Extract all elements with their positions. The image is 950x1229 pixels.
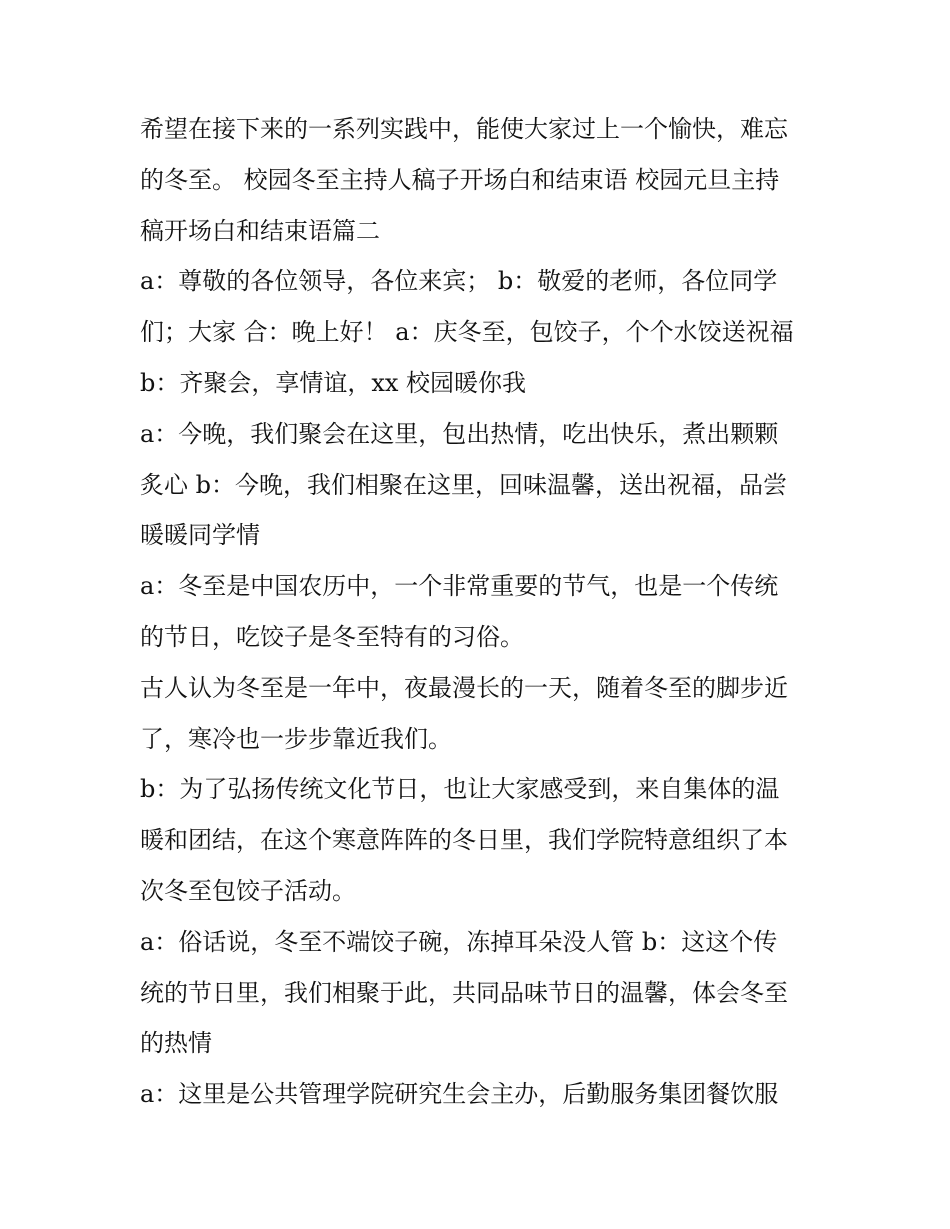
text-line: a：冬至是中国农历中，一个非常重要的节气，也是一个传统 <box>140 572 779 601</box>
text-line: a：俗话说，冬至不端饺子碗，冻掉耳朵没人管 b：这这个传 <box>140 927 778 956</box>
text-line: 稿开场白和结束语篇二 <box>140 216 380 245</box>
text-line: a：这里是公共管理学院研究生会主办，后勤服务集团餐饮服 <box>140 1080 779 1109</box>
paragraph-5 <box>140 663 830 765</box>
text-line: 们；大家 合：晚上好！ a：庆冬至，包饺子，个个水饺送祝福 <box>140 318 794 347</box>
text-line: a：尊敬的各位领导，各位来宾； b：敬爱的老师，各位同学 <box>140 267 778 296</box>
text-line: b：齐聚会，享情谊，xx 校园暖你我 <box>140 368 527 397</box>
text-line: 炙心 b：今晚，我们相聚在这里，回味温馨，送出祝福，品尝 <box>140 470 787 499</box>
text-line: b：为了弘扬传统文化节日，也让大家感受到，来自集体的温 <box>140 775 780 804</box>
text-line: 的节日，吃饺子是冬至特有的习俗。 <box>140 622 524 651</box>
text-line: 了，寒冷也一步步靠近我们。 <box>140 724 452 753</box>
text-line: 的冬至。 校园冬至主持人稿子开场白和结束语 校园元旦主持 <box>140 165 780 194</box>
paragraph-1 <box>140 104 830 256</box>
text-line: 古人认为冬至是一年中，夜最漫长的一天，随着冬至的脚步近 <box>140 673 788 702</box>
text-line: 统的节日里，我们相聚于此，共同品味节日的温馨，体会冬至 <box>140 978 788 1007</box>
paragraph-3 <box>140 409 830 561</box>
text-line: 暖和团结，在这个寒意阵阵的冬日里，我们学院特意组织了本 <box>140 826 788 855</box>
document-body <box>140 104 830 1120</box>
paragraph-4 <box>140 561 830 663</box>
paragraph-7 <box>140 917 830 1069</box>
text-line: 的热情 <box>140 1029 212 1058</box>
paragraph-8 <box>140 1069 830 1120</box>
paragraph-6 <box>140 764 830 916</box>
text-line: 次冬至包饺子活动。 <box>140 876 356 905</box>
paragraph-2 <box>140 256 830 408</box>
text-line: 暖暖同学情 <box>140 521 260 550</box>
text-line: a：今晚，我们聚会在这里，包出热情，吃出快乐，煮出颗颗 <box>140 419 779 448</box>
text-line: 希望在接下来的一系列实践中，能使大家过上一个愉快，难忘 <box>140 115 788 143</box>
